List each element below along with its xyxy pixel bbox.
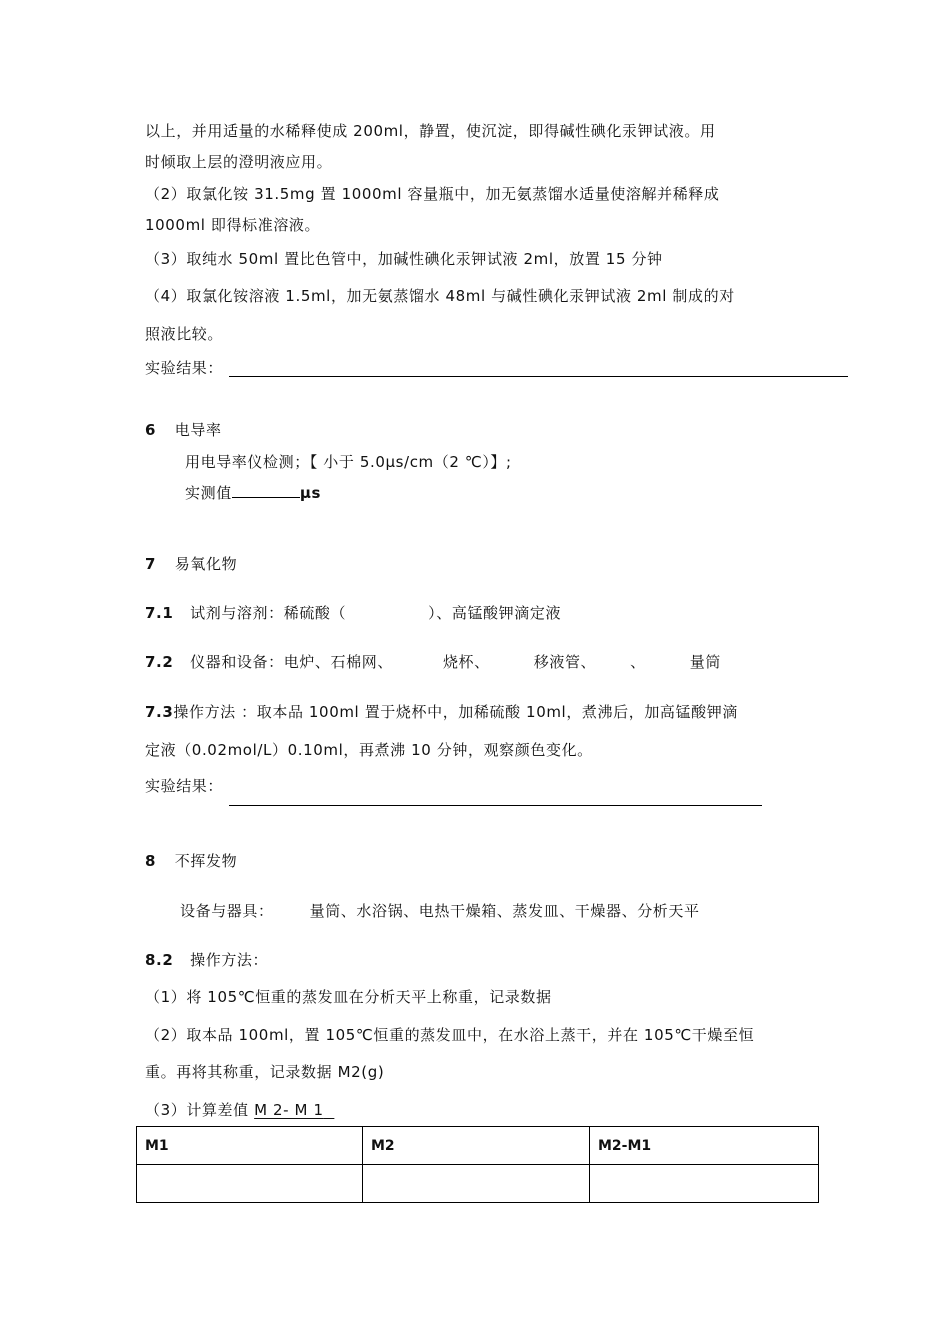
difference-formula: M 2- M 1 — [254, 1101, 324, 1119]
section-8-2-heading — [145, 950, 268, 970]
subsection-number: 8.2 — [145, 951, 174, 969]
header-m1: M1 — [137, 1127, 363, 1165]
measured-unit: μs — [299, 484, 321, 502]
step-2-line-2: 1000ml 即得标准溶液。 — [145, 216, 321, 234]
measured-value — [185, 483, 321, 503]
step-4-line-2: 照液比较。 — [145, 325, 224, 343]
step-8-2-line-1: （2）取本品 100ml，置 105℃恒重的蒸发皿中，在水浴上蒸干，并在 105℃干燥至恒 — [145, 1026, 755, 1044]
equipment-e: 量筒 — [689, 653, 721, 671]
section-8-heading — [145, 851, 237, 871]
equipment-items: 量筒、水浴锅、电热干燥箱、蒸发皿、干燥器、分析天平 — [309, 902, 700, 920]
header-m2: M2 — [363, 1127, 590, 1165]
subsection-number: 7.2 — [145, 653, 174, 671]
results-table — [136, 1126, 819, 1203]
conductivity-method: 用电导率仪检测；【 小于 5.0μs/cm（2 ℃）】; — [185, 453, 512, 471]
paragraph-line-1: 以上，并用适量的水稀释使成 200ml，静置，使沉淀，即得碱性碘化汞钾试液。用 — [145, 122, 716, 140]
step-8-1: （1）将 105℃恒重的蒸发皿在分析天平上称重，记录数据 — [145, 988, 552, 1006]
subsection-number: 7.1 — [145, 604, 174, 622]
subsection-number: 7.3 — [145, 703, 174, 721]
measured-label: 实测值 — [185, 484, 232, 502]
step-text: （3）计算差值 — [145, 1101, 255, 1119]
measured-blank — [232, 483, 300, 498]
step-2-line-1: （2）取氯化铵 31.5mg 置 1000ml 容量瓶中，加无氨蒸馏水适量使溶解并稀释成 — [145, 185, 720, 203]
section-6-heading — [145, 420, 222, 440]
result-line-1 — [229, 376, 848, 377]
equipment-d: 、 — [630, 653, 646, 671]
equipment-c: 移液管、 — [533, 653, 597, 671]
section-title: 易氧化物 — [174, 555, 238, 573]
subsection-title: 操作方法： — [190, 951, 269, 969]
procedure-text: 操作方法 ：取本品 100ml 置于烧杯中，加稀硫酸 10ml，煮沸后，加高锰酸钾滴 — [173, 703, 738, 721]
section-7-3-line-1 — [145, 702, 738, 722]
step-3: （3）取纯水 50ml 置比色管中，加碱性碘化汞钾试液 2ml，放置 15 分钟 — [145, 250, 663, 268]
equipment-list — [180, 901, 700, 921]
section-number: 7 — [145, 555, 157, 573]
cell-m2-m1[interactable] — [590, 1165, 819, 1203]
step-4-line-1: （4）取氯化铵溶液 1.5ml，加无氨蒸馏水 48ml 与碱性碘化汞钾试液 2ml 制成的对 — [145, 287, 735, 305]
section-number: 8 — [145, 852, 157, 870]
step-8-2-line-2: 重。再将其称重，记录数据 M2(g) — [145, 1063, 385, 1081]
section-title: 不挥发物 — [174, 852, 238, 870]
equipment-a: 仪器和设备：电炉、石棉网、 — [190, 653, 393, 671]
cell-m1[interactable] — [137, 1165, 363, 1203]
section-7-1 — [145, 603, 561, 623]
reagents-a: 试剂与溶剂：稀硫酸（ — [190, 604, 347, 622]
header-m2-m1: M2-M1 — [590, 1127, 819, 1165]
equipment-b: 烧杯、 — [442, 653, 490, 671]
result-label-1: 实验结果： — [145, 359, 224, 377]
step-8-3 — [145, 1100, 334, 1120]
cell-m2[interactable] — [363, 1165, 590, 1203]
table-header-row — [137, 1127, 819, 1165]
table-row — [137, 1165, 819, 1203]
section-7-3-line-2: 定液（0.02mol/L）0.10ml，再煮沸 10 分钟，观察颜色变化。 — [145, 741, 593, 759]
paragraph-line-2: 时倾取上层的澄明液应用。 — [145, 153, 333, 171]
section-title: 电导率 — [174, 421, 222, 439]
result-line-2 — [229, 805, 762, 806]
section-7-heading — [145, 554, 237, 574]
section-7-2 — [145, 652, 721, 672]
equipment-label: 设备与器具： — [180, 902, 274, 920]
result-label-2: 实验结果： — [145, 777, 224, 795]
reagents-b: ）、高锰酸钾滴定液 — [428, 604, 562, 622]
section-number: 6 — [145, 421, 157, 439]
